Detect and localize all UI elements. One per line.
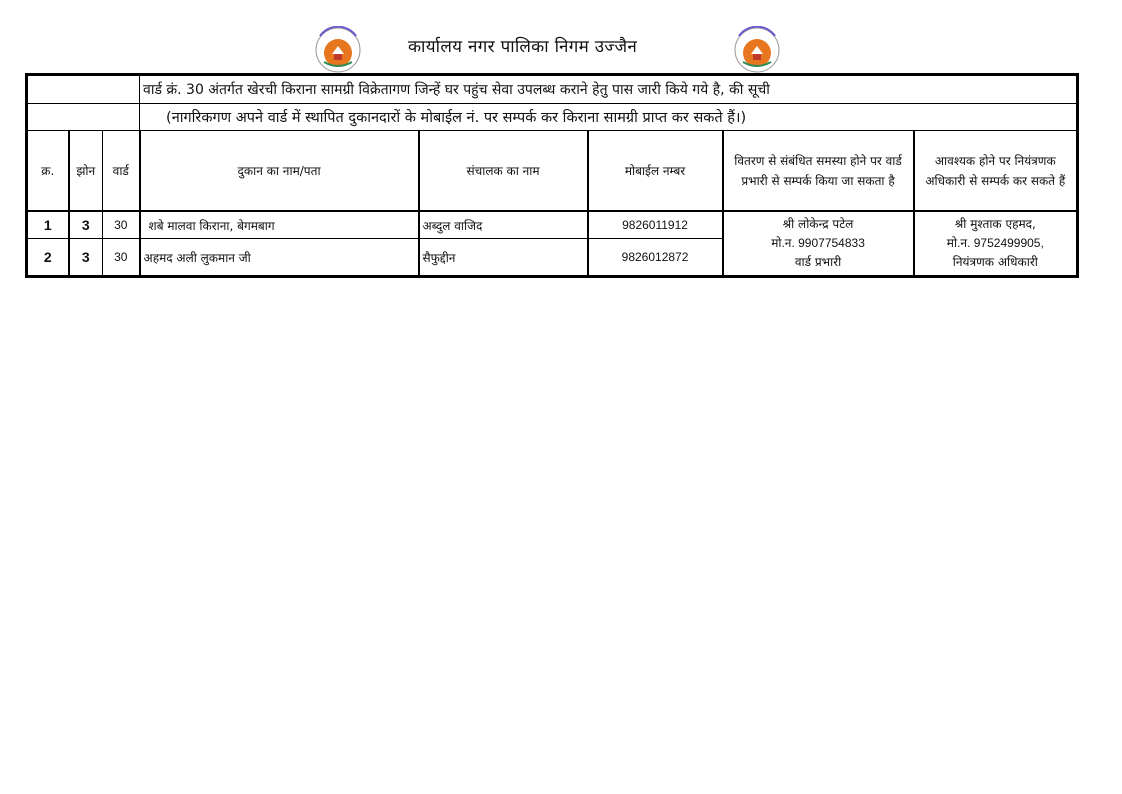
cell-sno: 2 [27,239,69,277]
table-subtitle: (नागरिकगण अपने वार्ड में स्थापित दुकानदारों के मोबाईल नं. पर सम्पर्क कर किराना सामग्री प्राप्त कर सकते हैं।) [140,104,1078,131]
header-mobile: मोबाईल नम्बर [588,131,723,212]
control-officer-mobile: मो.न. 9752499905, [946,236,1044,250]
ward-incharge-designation: वार्ड प्रभारी [794,255,842,269]
title-row [27,75,1078,104]
header-control-officer: आवश्यक होने पर नियंत्रणक अधिकारी से सम्पर्क कर सकते हैं [914,131,1078,212]
subtitle-row [27,104,1078,131]
header-operator: संचालक का नाम [419,131,588,212]
control-officer-name: श्री मुश्ताक एहमद, [954,217,1036,231]
cell-zone: 3 [69,211,103,239]
ward-incharge-mobile: मो.न. 9907754833 [771,236,865,250]
control-officer-cell [914,211,1078,277]
header-zone: झोन [69,131,103,212]
table-title: वार्ड क्रं. 30 अंतर्गत खेरची किराना सामग्री विक्रेतागण जिन्हें घर पहुंच सेवा उपलब्ध कराने हेतु पास जारी किये गये है, की सूची [140,75,1078,104]
nagar-nigam-logo-left [314,26,362,74]
cell-shop: शबे मालवा किराना, बेगमबाग [140,211,419,239]
header-ward: वार्ड [103,131,140,212]
cell-ward: 30 [103,211,140,239]
nagar-nigam-logo-right [733,26,781,74]
cell-mobile: 9826011912 [588,211,723,239]
header-sno: क्र. [27,131,69,212]
header-ward-incharge: वितरण से संबंधित समस्या होने पर वार्ड प्रभारी से सम्पर्क किया जा सकता है [723,131,914,212]
control-officer-designation: नियंत्रणक अधिकारी [952,255,1038,269]
cell-operator: सैफुद्दीन [419,239,588,277]
cell-mobile: 9826012872 [588,239,723,277]
cell-ward: 30 [103,239,140,277]
cell-zone: 3 [69,239,103,277]
shop-list-table [25,73,1079,278]
office-title: कार्यालय नगर पालिका निगम उज्जैन [408,37,638,57]
cell-sno: 1 [27,211,69,239]
ward-incharge-name: श्री लोकेन्द्र पटेल [782,217,854,231]
header-shop: दुकान का नाम/पता [140,131,419,212]
ward-incharge-cell [723,211,914,277]
cell-shop: अहमद अली लुकमान जी [140,239,419,277]
table-row [27,211,1078,239]
header-row [27,131,1078,212]
cell-operator: अब्दुल वाजिद [419,211,588,239]
